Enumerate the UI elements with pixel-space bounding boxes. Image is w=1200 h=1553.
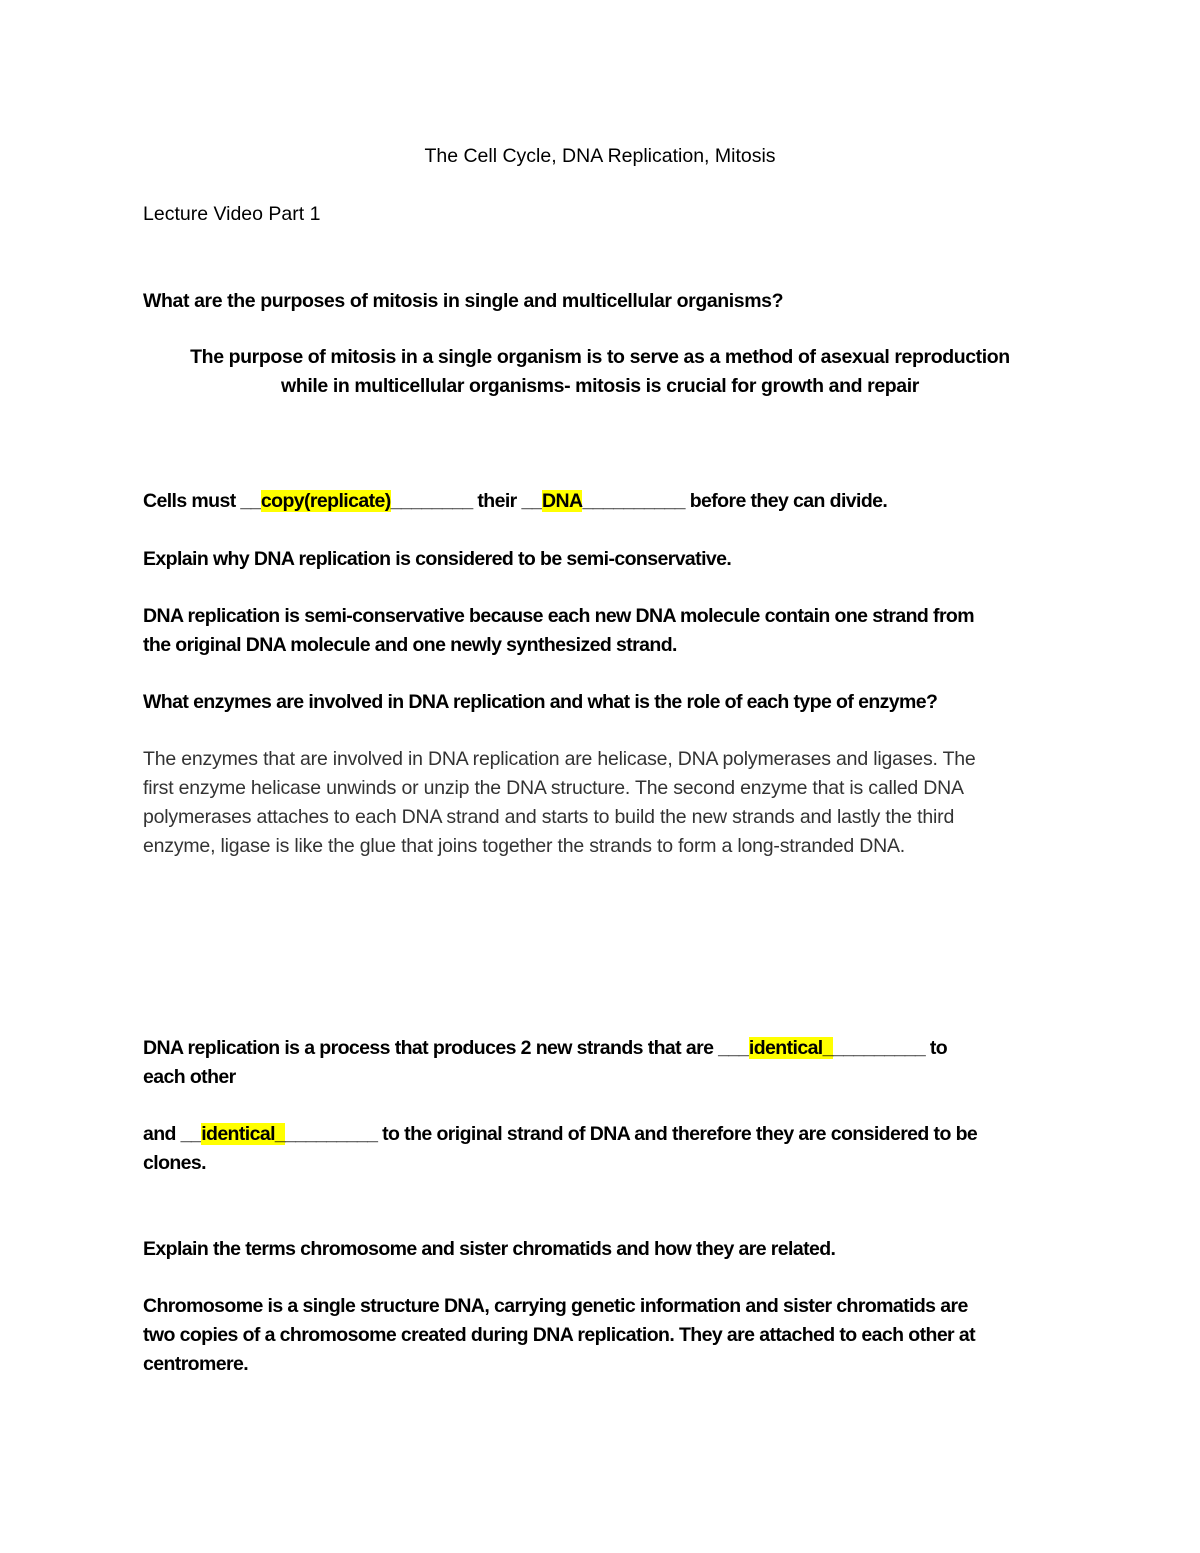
highlighted-answer-identical: identical_ <box>201 1123 286 1145</box>
fill-text: _________ to <box>832 1037 948 1059</box>
fill-in-identical-original-line2: clones. <box>143 1152 206 1174</box>
document-title: The Cell Cycle, DNA Replication, Mitosis <box>424 145 776 167</box>
fill-in-identical-original <box>143 1120 1063 1149</box>
answer-enzymes-line2: first enzyme helicase unwinds or unzip the DNA structure. The second enzyme that is called DNA <box>143 777 964 799</box>
answer-enzymes-line3: polymerases attaches to each DNA strand and starts to build the new strands and lastly the third <box>143 806 955 828</box>
question-semi-conservative: Explain why DNA replication is considered to be semi-conservative. <box>143 548 732 570</box>
answer-mitosis-purpose-line2: while in multicellular organisms- mitosis is crucial for growth and repair <box>281 375 919 397</box>
fill-text: and __ <box>143 1123 202 1145</box>
answer-chromosome-line3: centromere. <box>143 1353 249 1375</box>
document-subtitle: Lecture Video Part 1 <box>143 203 321 225</box>
fill-text: DNA replication is a process that produces 2 new strands that are ___ <box>143 1037 749 1059</box>
answer-semi-conservative-line2: the original DNA molecule and one newly synthesized strand. <box>143 634 677 656</box>
answer-mitosis-purpose-line1: The purpose of mitosis in a single organism is to serve as a method of asexual reproduction <box>190 346 1010 368</box>
fill-in-cells-must <box>143 487 1063 516</box>
answer-enzymes-line1: The enzymes that are involved in DNA replication are helicase, DNA polymerases and ligases. The <box>143 748 976 770</box>
question-enzymes: What enzymes are involved in DNA replication and what is the role of each type of enzyme? <box>143 691 938 713</box>
fill-text: __________ before they can divide. <box>582 490 888 512</box>
fill-in-identical-each-other <box>143 1034 1063 1063</box>
answer-chromosome-line1: Chromosome is a single structure DNA, carrying genetic information and sister chromatids are <box>143 1295 968 1317</box>
question-mitosis-purpose: What are the purposes of mitosis in single and multicellular organisms? <box>143 290 784 312</box>
answer-semi-conservative-line1: DNA replication is semi-conservative because each new DNA molecule contain one strand from <box>143 605 974 627</box>
fill-text: _________ to the original strand of DNA and therefore they are considered to be <box>285 1123 978 1145</box>
fill-text: ________ their __ <box>390 490 542 512</box>
highlighted-answer-copy: copy(replicate) <box>260 490 391 512</box>
fill-in-identical-each-other-line2: each other <box>143 1066 236 1088</box>
answer-chromosome-line2: two copies of a chromosome created during DNA replication. They are attached to each other at <box>143 1324 976 1346</box>
fill-text: Cells must __ <box>143 490 261 512</box>
question-chromosome: Explain the terms chromosome and sister chromatids and how they are related. <box>143 1238 836 1260</box>
highlighted-answer-dna: DNA <box>541 490 583 512</box>
highlighted-answer-identical: identical_ <box>748 1037 833 1059</box>
answer-enzymes-line4: enzyme, ligase is like the glue that joins together the strands to form a long-stranded DNA. <box>143 835 906 857</box>
